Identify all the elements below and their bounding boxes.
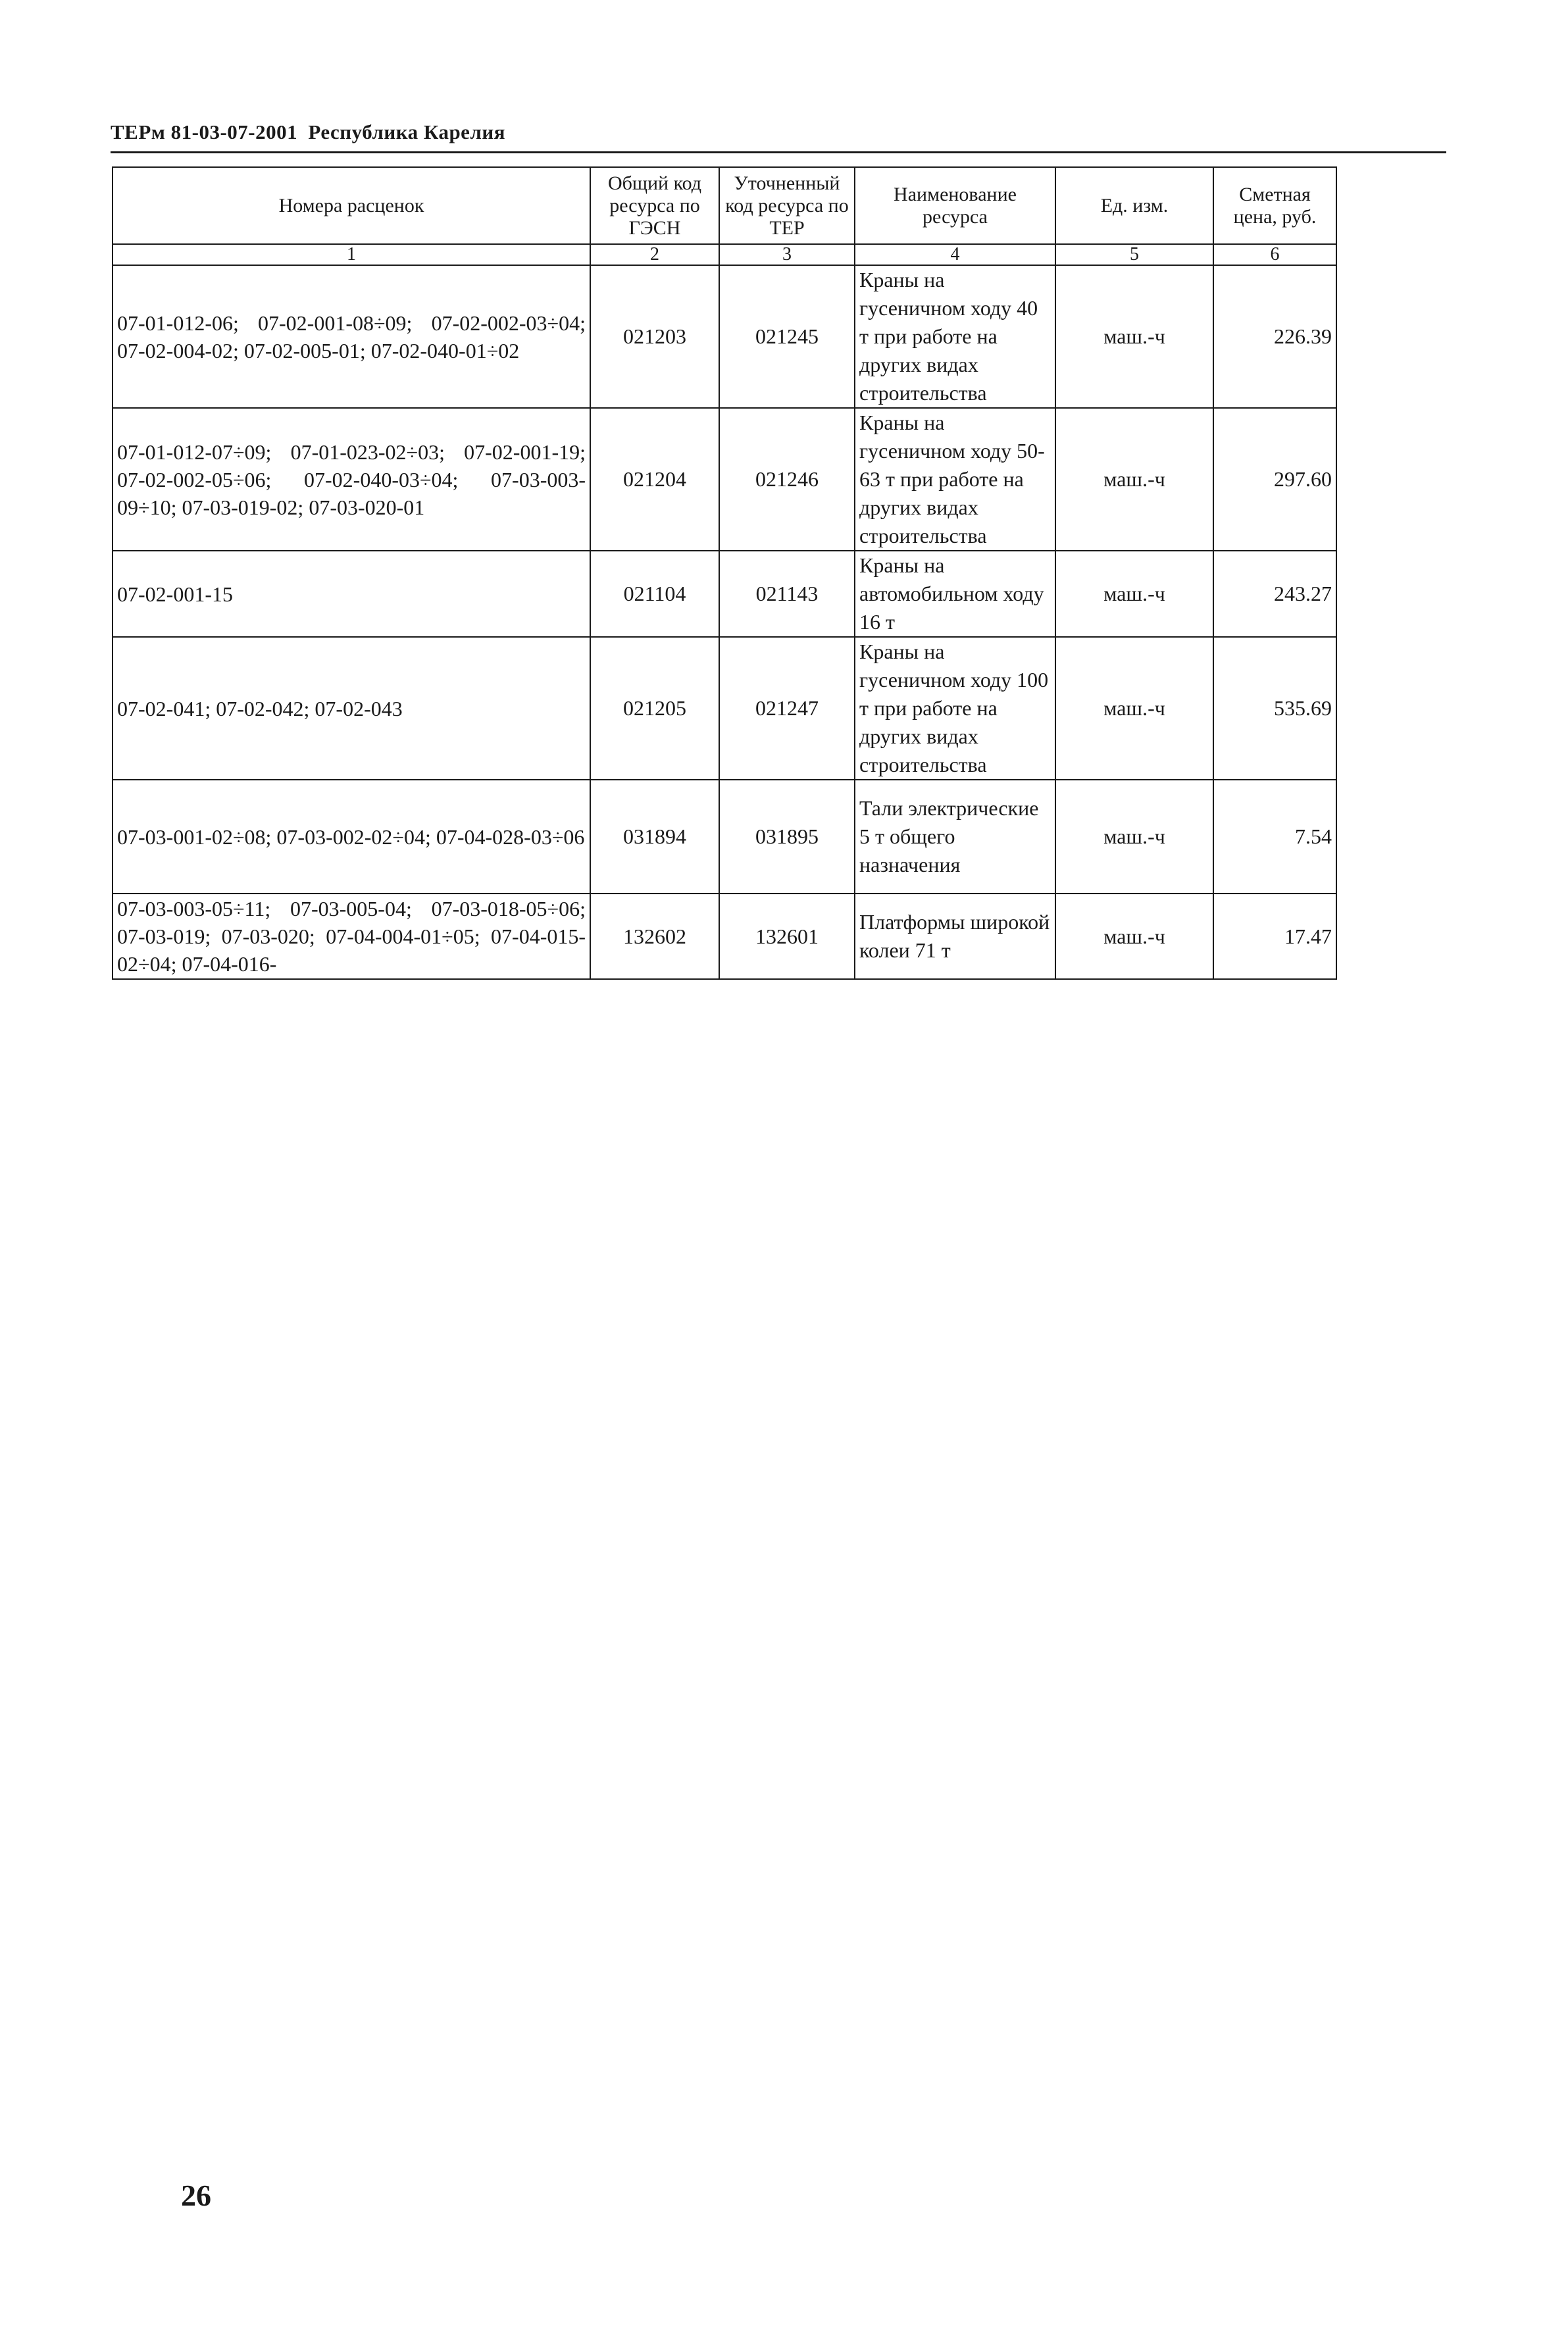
- rate-numbers: 07-02-041; 07-02-042; 07-02-043: [113, 637, 590, 780]
- table-row: [113, 894, 1336, 979]
- resource-name: Краны на гусеничном ходу 100 т при работе на других видах строительства: [855, 637, 1055, 780]
- column-header: Общий код ресурса по ГЭСН: [590, 167, 719, 244]
- resource-name: Краны на автомобильном ходу 16 т: [855, 551, 1055, 637]
- rate-numbers: 07-02-001-15: [113, 551, 590, 637]
- ter-resource-code: 021245: [719, 265, 855, 408]
- region-name: Республика Карелия: [308, 120, 505, 143]
- rate-numbers: 07-01-012-07÷09; 07-01-023-02÷03; 07-02-001-19; 07-02-002-05÷06; 07-02-040-03÷04; 07-03-003-09÷10; 07-03-019-02; 07-03-020-01: [113, 408, 590, 551]
- unit-of-measure: маш.-ч: [1055, 408, 1213, 551]
- page-number: 26: [181, 2179, 211, 2212]
- estimated-price: 297.60: [1213, 408, 1336, 551]
- gesn-resource-code: 021203: [590, 265, 719, 408]
- resource-name: Платформы широкой колеи 71 т: [855, 894, 1055, 979]
- resource-name: Краны на гусеничном ходу 50-63 т при работе на других видах строительства: [855, 408, 1055, 551]
- column-number: 3: [719, 244, 855, 265]
- column-header: Наименование ресурса: [855, 167, 1055, 244]
- gesn-resource-code: 021205: [590, 637, 719, 780]
- rate-numbers: 07-01-012-06; 07-02-001-08÷09; 07-02-002-03÷04; 07-02-004-02; 07-02-005-01; 07-02-040-01÷02: [113, 265, 590, 408]
- ter-resource-code: 021143: [719, 551, 855, 637]
- resource-name: Тали электрические 5 т общего назначения: [855, 780, 1055, 894]
- resource-price-table: [112, 166, 1337, 980]
- column-number-row: [113, 244, 1336, 265]
- ter-resource-code: 021247: [719, 637, 855, 780]
- ter-resource-code: 031895: [719, 780, 855, 894]
- table-row: [113, 551, 1336, 637]
- unit-of-measure: маш.-ч: [1055, 894, 1213, 979]
- unit-of-measure: маш.-ч: [1055, 637, 1213, 780]
- column-header: Ед. изм.: [1055, 167, 1213, 244]
- unit-of-measure: маш.-ч: [1055, 265, 1213, 408]
- column-number: 1: [113, 244, 590, 265]
- document-code: ТЕРм 81-03-07-2001: [111, 120, 298, 143]
- gesn-resource-code: 031894: [590, 780, 719, 894]
- column-header: Уточненный код ресурса по ТЕР: [719, 167, 855, 244]
- estimated-price: 17.47: [1213, 894, 1336, 979]
- resource-name: Краны на гусеничном ходу 40 т при работе на других видах строительства: [855, 265, 1055, 408]
- table-row: [113, 408, 1336, 551]
- column-number: 5: [1055, 244, 1213, 265]
- table-row: [113, 265, 1336, 408]
- table-row: [113, 637, 1336, 780]
- column-number: 2: [590, 244, 719, 265]
- column-number: 6: [1213, 244, 1336, 265]
- column-number: 4: [855, 244, 1055, 265]
- rate-numbers: 07-03-003-05÷11; 07-03-005-04; 07-03-018-05÷06; 07-03-019; 07-03-020; 07-04-004-01÷05; 07-04-015-02÷04; 07-04-016-: [113, 894, 590, 979]
- table-row: [113, 780, 1336, 894]
- unit-of-measure: маш.-ч: [1055, 551, 1213, 637]
- gesn-resource-code: 132602: [590, 894, 719, 979]
- estimated-price: 226.39: [1213, 265, 1336, 408]
- estimated-price: 535.69: [1213, 637, 1336, 780]
- gesn-resource-code: 021204: [590, 408, 719, 551]
- estimated-price: 7.54: [1213, 780, 1336, 894]
- ter-resource-code: 132601: [719, 894, 855, 979]
- running-header: [111, 120, 505, 144]
- estimated-price: 243.27: [1213, 551, 1336, 637]
- header-rule: [111, 151, 1446, 153]
- table-header-row: [113, 167, 1336, 244]
- column-header: Сметная цена, руб.: [1213, 167, 1336, 244]
- column-header: Номера расценок: [113, 167, 590, 244]
- unit-of-measure: маш.-ч: [1055, 780, 1213, 894]
- ter-resource-code: 021246: [719, 408, 855, 551]
- gesn-resource-code: 021104: [590, 551, 719, 637]
- rate-numbers: 07-03-001-02÷08; 07-03-002-02÷04; 07-04-028-03÷06: [113, 780, 590, 894]
